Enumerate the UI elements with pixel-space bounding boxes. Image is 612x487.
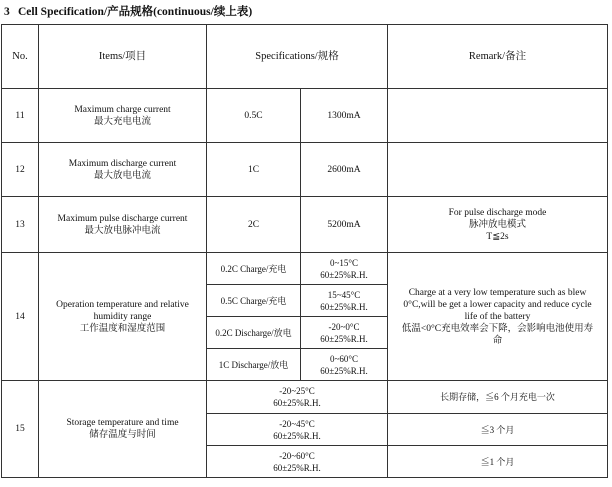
header-specifications: Specifications/规格 bbox=[207, 25, 388, 89]
temp-range: 0~15°C bbox=[330, 257, 358, 268]
condition-range bbox=[301, 317, 388, 349]
item-cn: 储存温度与时间 bbox=[89, 430, 156, 440]
temp-range: -20~45°C bbox=[279, 418, 315, 429]
condition-range bbox=[301, 349, 388, 381]
row-item bbox=[39, 197, 207, 253]
condition-label: 0.2C Charge/充电 bbox=[207, 253, 301, 285]
spec-value: 5200mA bbox=[301, 197, 388, 253]
row-no: 13 bbox=[2, 197, 39, 253]
temp-range: -20~60°C bbox=[279, 450, 315, 461]
remark-line: 命 bbox=[492, 335, 503, 346]
spec-rate: 0.5C bbox=[207, 89, 301, 143]
header-no: No. bbox=[2, 25, 39, 89]
remark-line: For pulse discharge mode bbox=[448, 207, 547, 218]
row-remark bbox=[388, 197, 608, 253]
remark-line: life of the battery bbox=[464, 311, 531, 322]
row-remark bbox=[388, 253, 608, 381]
row-remark bbox=[388, 143, 608, 197]
remark-line: 0°C,will be get a lower capacity and reduce cycle bbox=[403, 299, 592, 310]
temp-range: -20~25°C bbox=[279, 386, 315, 396]
item-line: 工作温度和湿度范围 bbox=[79, 323, 166, 334]
item-cn: 最大放电脉冲电流 bbox=[84, 225, 161, 236]
section-number: 3 bbox=[4, 6, 10, 18]
humidity: 60±25%R.H. bbox=[320, 269, 368, 280]
row-no: 14 bbox=[2, 253, 39, 381]
header-remark: Remark/备注 bbox=[388, 25, 608, 89]
row-item bbox=[39, 143, 207, 197]
condition-label: 0.5C Charge/充电 bbox=[207, 285, 301, 317]
section-title: Cell Specification/产品规格(continuous/续上表) bbox=[18, 6, 253, 18]
condition-range bbox=[301, 253, 388, 285]
cell-specification-table bbox=[1, 24, 608, 478]
storage-remark: 长期存储，≦6 个月充电一次 bbox=[388, 381, 608, 414]
item-en: Storage temperature and time bbox=[66, 418, 179, 428]
remark-line: Charge at a very low temperature such as blew bbox=[408, 287, 587, 298]
row-item bbox=[39, 253, 207, 381]
table-row-13 bbox=[2, 197, 608, 253]
condition-range bbox=[301, 285, 388, 317]
row-no: 15 bbox=[2, 381, 39, 478]
humidity: 60±25%R.H. bbox=[320, 365, 368, 376]
humidity: 60±25%R.H. bbox=[273, 398, 321, 408]
storage-remark: ≦1 个月 bbox=[388, 446, 608, 478]
item-line: Operation temperature and relative bbox=[56, 299, 189, 310]
item-en: Maximum discharge current bbox=[68, 158, 177, 169]
humidity: 60±25%R.H. bbox=[273, 462, 321, 473]
table-row-15 bbox=[2, 381, 608, 414]
remark-line: T≦2s bbox=[486, 231, 509, 242]
remark-line: 脉冲放电模式 bbox=[468, 219, 526, 230]
condition-label: 0.2C Discharge/放电 bbox=[207, 317, 301, 349]
humidity: 60±25%R.H. bbox=[273, 430, 321, 441]
humidity: 60±25%R.H. bbox=[320, 333, 368, 344]
item-cn: 最大放电电流 bbox=[93, 170, 151, 181]
temp-range: -20~0°C bbox=[328, 321, 360, 332]
storage-condition bbox=[207, 446, 388, 478]
storage-remark: ≦3 个月 bbox=[388, 414, 608, 446]
temp-range: 0~60°C bbox=[330, 353, 358, 364]
row-item bbox=[39, 381, 207, 478]
item-line: humidity range bbox=[93, 311, 152, 322]
spec-rate: 2C bbox=[207, 197, 301, 253]
table-row-11 bbox=[2, 89, 608, 143]
table-row-14 bbox=[2, 253, 608, 285]
temp-range: 15~45°C bbox=[327, 289, 361, 300]
storage-condition bbox=[207, 414, 388, 446]
condition-label: 1C Discharge/放电 bbox=[207, 349, 301, 381]
spec-rate: 1C bbox=[207, 143, 301, 197]
humidity: 60±25%R.H. bbox=[320, 301, 368, 312]
spec-value: 2600mA bbox=[301, 143, 388, 197]
section-heading bbox=[0, 3, 612, 19]
spec-value: 1300mA bbox=[301, 89, 388, 143]
header-row bbox=[2, 25, 608, 89]
row-no: 11 bbox=[2, 89, 39, 143]
item-en: Maximum charge current bbox=[74, 104, 171, 115]
item-en: Maximum pulse discharge current bbox=[57, 213, 188, 224]
remark-line: 低温<0°C充电效率会下降，会影响电池使用寿 bbox=[401, 323, 594, 334]
item-cn: 最大充电电流 bbox=[93, 116, 151, 127]
row-remark bbox=[388, 89, 608, 143]
row-no: 12 bbox=[2, 143, 39, 197]
row-item bbox=[39, 89, 207, 143]
storage-condition bbox=[207, 381, 388, 414]
table-row-12 bbox=[2, 143, 608, 197]
header-items: Items/项目 bbox=[39, 25, 207, 89]
